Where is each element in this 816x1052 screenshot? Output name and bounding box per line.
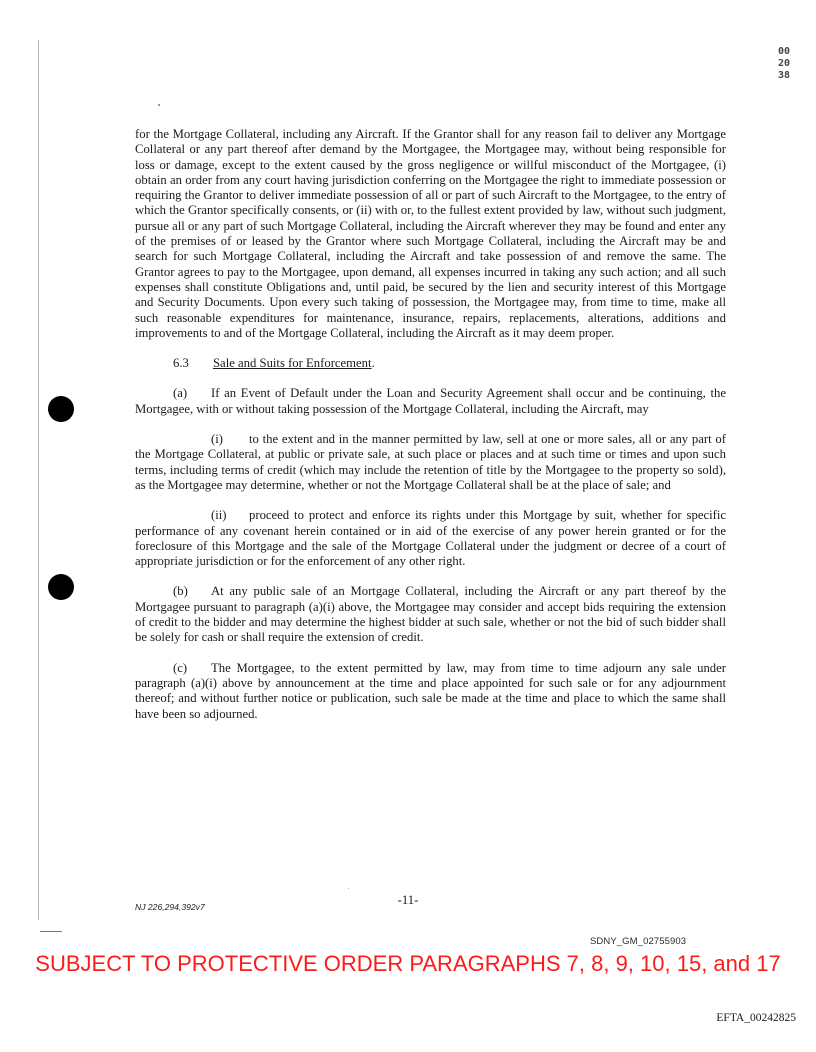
punch-hole-bottom <box>48 574 74 600</box>
efta-number: EFTA_00242825 <box>716 1012 796 1024</box>
section-title-period: . <box>371 356 375 371</box>
clause-i <box>135 432 726 493</box>
section-title: Sale and Suits for Enforcement <box>213 356 372 371</box>
subsection-b-text: At any public sale of an Mortgage Collateral, including the Aircraft or any part thereof by the Mortgagee pursuant to paragraph (a)(i) above, the Mortgagee may consider and accept bids requiring the extension of credit to the bidder and may determine the highest bidder at such sale, whether or not the bid of such bidder shall be solely for cash or shall require the extension of credit. <box>135 584 726 645</box>
page-stamp-number: 002038 <box>777 46 791 81</box>
subsection-b <box>135 584 726 645</box>
scan-artifact <box>158 104 160 106</box>
clause-i-label: (i) <box>211 432 223 447</box>
subsection-b-label: (b) <box>173 584 188 599</box>
subsection-a-label: (a) <box>173 386 188 401</box>
subsection-a <box>135 386 726 417</box>
clause-ii-label: (ii) <box>211 508 227 523</box>
left-margin-rule <box>38 40 39 920</box>
subsection-a-text: If an Event of Default under the Loan and Security Agreement shall occur and be continuing, the Mortgagee, with or without taking possession of the Mortgage Collateral, including the Aircraft, may <box>135 386 726 416</box>
subsection-c-label: (c) <box>173 660 188 675</box>
subsection-c <box>135 661 726 722</box>
punch-hole-top <box>48 396 74 422</box>
document-body <box>135 127 726 737</box>
page-number: -11- <box>397 893 419 907</box>
clause-ii <box>135 508 726 569</box>
clause-ii-text: proceed to protect and enforce its rights under this Mortgage by suit, whether for specific performance of any covenant herein contained or in aid of the exercise of any power herein granted or for the foreclosure of this Mortgage and the sale of the Mortgage Collateral under the judgment or decree of a court of appropriate jurisdiction or for the enforcement of any other right. <box>135 508 726 569</box>
protective-order-banner: SUBJECT TO PROTECTIVE ORDER PARAGRAPHS 7, 8, 9, 10, 15, and 17 <box>35 951 781 976</box>
scan-artifact-footer <box>348 888 349 889</box>
clause-i-text: to the extent and in the manner permitted by law, sell at one or more sales, all or any part of the Mortgage Collateral, at public or private sale, at such place or places and at such time or times and upon such terms, including terms of credit (which may include the retention of title by the Mortgagee to the property so sold), as the Mortgagee may determine, whether or not the Mortgage Collateral shall be at the place of sale; and <box>135 432 726 492</box>
continuation-paragraph: for the Mortgage Collateral, including any Aircraft. If the Grantor shall for any reason fail to deliver any Mortgage Collateral or any part thereof after demand by the Mortgagee, the Mortgagee may, without being responsible for loss or damage, except to the extent caused by the gross negligence or willful misconduct of the Mortgagee, (i) obtain an order from any court having jurisdiction conferring on the Mortgagee the right to immediate possession or requiring the Grantor to deliver immediate possession of all or part of such Aircraft to the Mortgagee, to the entry of which the Grantor specifically consents, or (ii) with or, to the fullest extent provided by law, without such judgment, pursue all or any part of such Mortgage Collateral, including the Aircraft wherever they may be found and enter any of the premises of or leased by the Grantor where such Mortgage Collateral, including the Aircraft may be and search for such Mortgage Collateral, including the Aircraft and take possession of and remove the same. The Grantor agrees to pay to the Mortgagee, upon demand, all expenses incurred in taking any such action; and all such expenses shall constitute Obligations and, until paid, be secured by the lien and security interest of this Mortgage and Security Documents. Upon every such taking of possession, the Mortgagee may, from time to time, make all such reasonable expenditures for maintenance, insurance, repairs, replacements, alterations, additions and improvements to and of the Mortgage Collateral, including the Aircraft as it may deem proper. <box>135 127 726 340</box>
margin-tick-mark <box>40 931 62 932</box>
subsection-c-text: The Mortgagee, to the extent permitted by law, may from time to time adjourn any sale under paragraph (a)(i) above by announcement at the time and place appointed for such sale or for any adjournment thereof; and without further notice or publication, such sale be made at the time and place to which the same shall have been so adjourned. <box>135 660 726 721</box>
document-id: NJ 226,294,392v7 <box>135 902 205 912</box>
section-heading <box>135 356 726 371</box>
section-number: 6.3 <box>173 356 189 371</box>
bates-number: SDNY_GM_02755903 <box>590 936 687 947</box>
